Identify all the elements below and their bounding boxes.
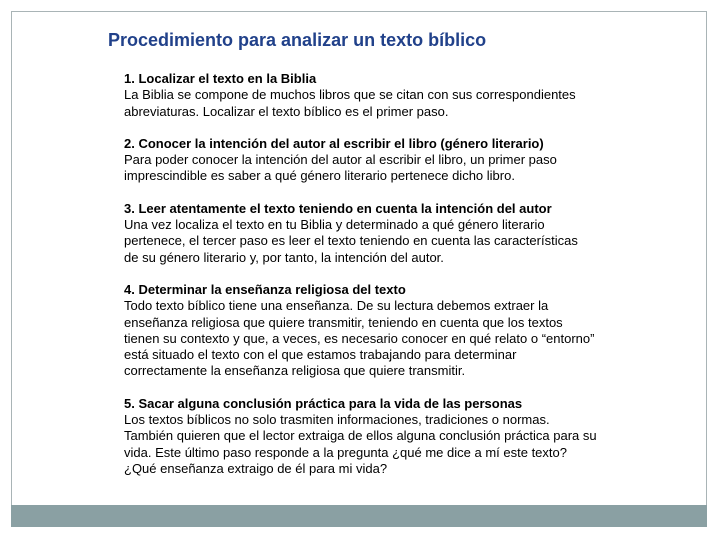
section-1-text: La Biblia se compone de muchos libros que se citan con sus correspondientes abreviaturas. Localizar el texto bíblico es el primer paso. xyxy=(124,87,576,119)
section-1 xyxy=(124,71,704,120)
content-body xyxy=(124,71,704,493)
section-5 xyxy=(124,396,704,477)
section-3 xyxy=(124,201,704,266)
footer-bar xyxy=(11,505,707,527)
section-5-text: Los textos bíblicos no solo trasmiten informaciones, tradiciones o normas. También quieren que el lector extraiga de ellos alguna conclusión práctica para su vida. Este último paso responde a la pregunta ¿qué me dice a mí este texto? ¿Qué enseñanza extraigo de él para mi vida? xyxy=(124,412,597,476)
section-5-heading: 5. Sacar alguna conclusión práctica para la vida de las personas xyxy=(124,395,523,411)
section-3-heading: 3. Leer atentamente el texto teniendo en cuenta la intención del autor xyxy=(124,200,552,216)
section-2 xyxy=(124,136,704,185)
section-1-heading: 1. Localizar el texto en la Biblia xyxy=(124,71,317,86)
section-4-heading: 4. Determinar la enseñanza religiosa del texto xyxy=(124,281,406,297)
section-4-text: Todo texto bíblico tiene una enseñanza. De su lectura debemos extraer la enseñanza religiosa que quiere transmitir, teniendo en cuenta que los textos tienen su contexto y que, a veces, es necesario conocer en qué relato o “entorno” está situado el texto con el que estamos trabajando para determinar correctamente la enseñanza religiosa que quiere transmitir. xyxy=(124,298,595,379)
page-title: Procedimiento para analizar un texto bíblico xyxy=(108,30,487,50)
section-2-heading: 2. Conocer la intención del autor al escribir el libro (género literario) xyxy=(124,135,544,151)
section-3-text: Una vez localiza el texto en tu Biblia y determinado a qué género literario pertenece, el tercer paso es leer el texto teniendo en cuenta las características de su género literario y, por tanto, la intención del autor. xyxy=(124,217,578,265)
section-4 xyxy=(124,282,704,380)
section-2-text: Para poder conocer la intención del autor al escribir el libro, un primer paso imprescindible es saber a qué género literario pertenece dicho libro. xyxy=(124,152,557,184)
